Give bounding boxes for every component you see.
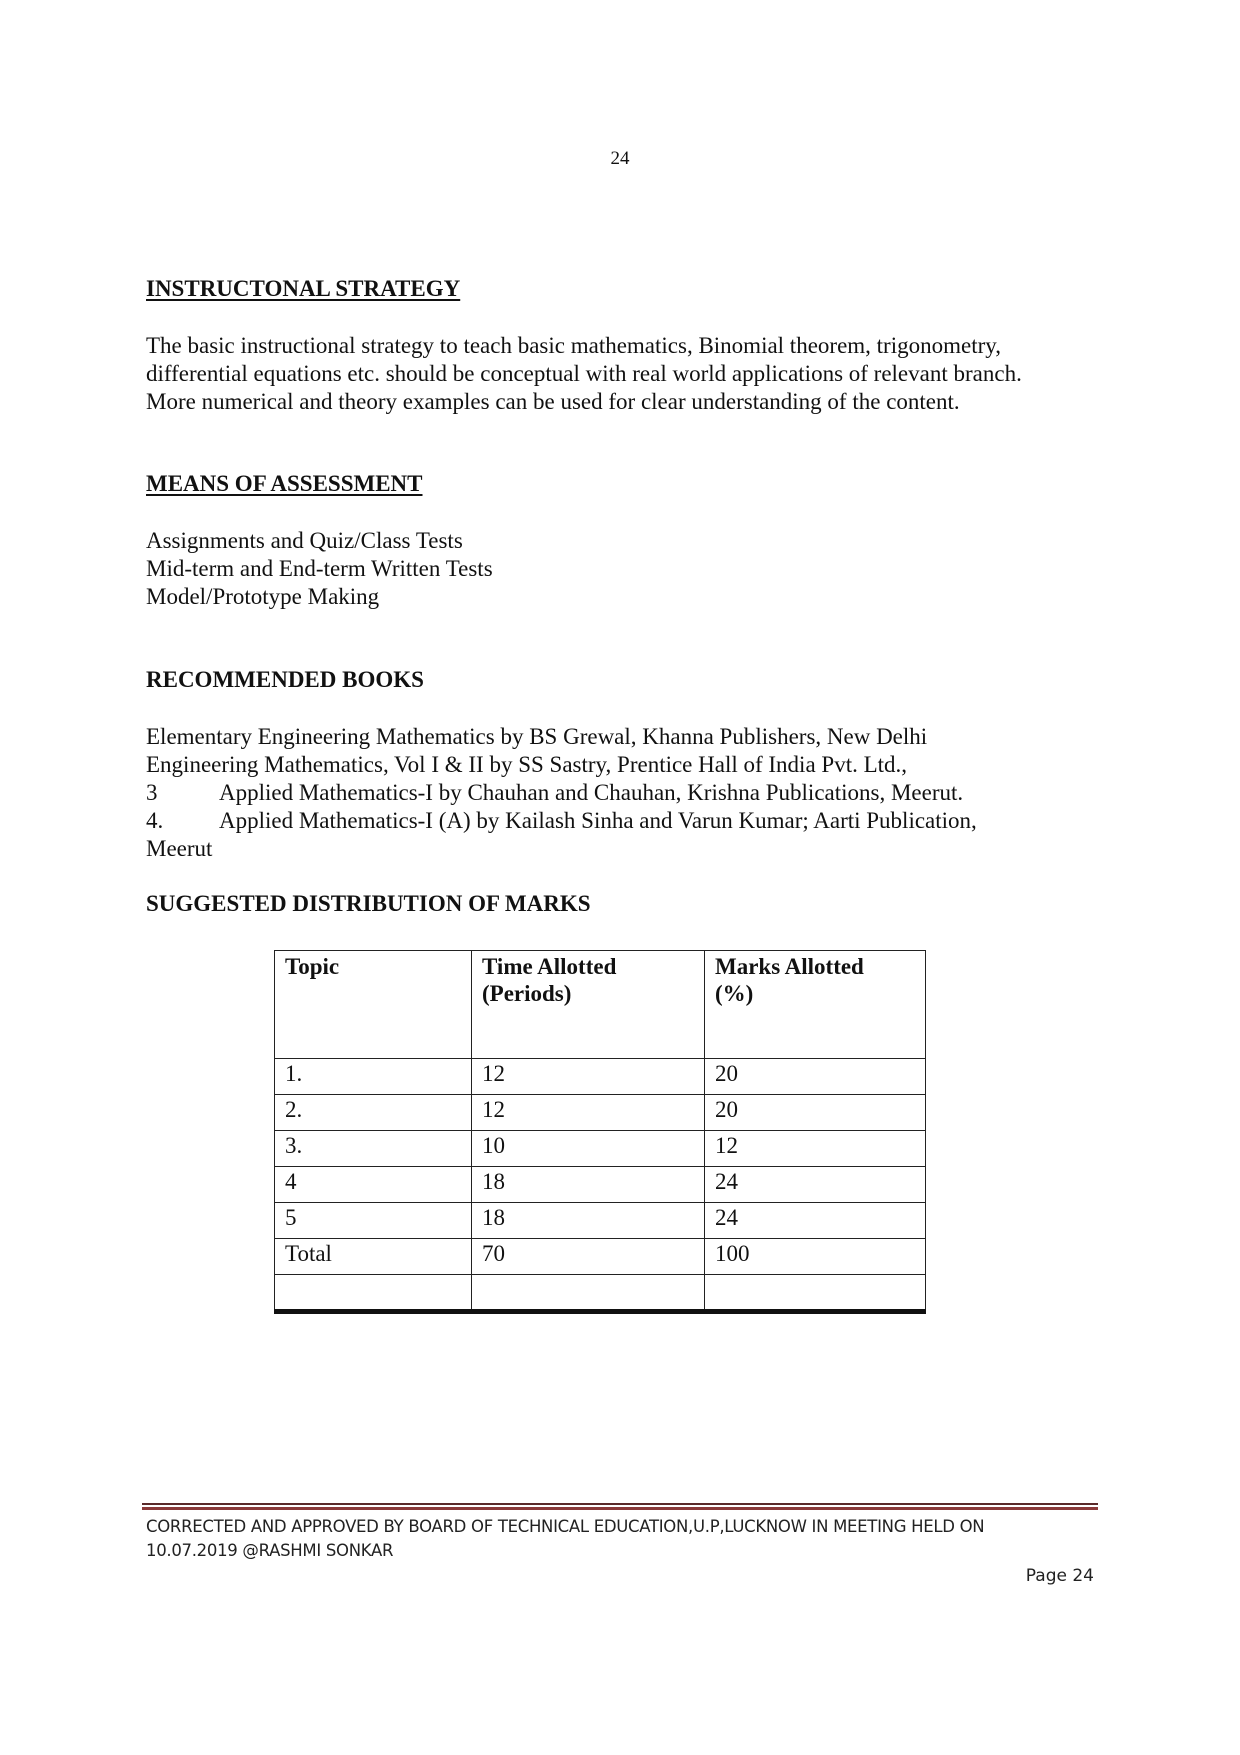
book-item: Elementary Engineering Mathematics by BS Grewal, Khanna Publishers, New Delhi: [146, 724, 928, 749]
book-number: 4.: [146, 808, 164, 833]
footer-divider: [142, 1503, 1098, 1510]
cell-time: 70: [472, 1239, 705, 1275]
header-time-allotted: [472, 951, 705, 1059]
cell-time: 18: [472, 1203, 705, 1239]
table-row: [275, 1203, 926, 1239]
cell-topic: 2.: [275, 1095, 472, 1131]
assessment-item: Assignments and Quiz/Class Tests: [146, 528, 463, 553]
table-row-total: [275, 1239, 926, 1275]
cell-marks: 20: [705, 1095, 926, 1131]
cell-empty: [472, 1275, 705, 1312]
book-number: 3: [146, 780, 158, 805]
instructional-strategy-heading: INSTRUCTONAL STRATEGY: [146, 276, 461, 301]
book-item: Engineering Mathematics, Vol I & II by SS Sastry, Prentice Hall of India Pvt. Ltd.,: [146, 752, 908, 777]
footer-line: 10.07.2019 @RASHMI SONKAR: [146, 1541, 394, 1560]
cell-time: 10: [472, 1131, 705, 1167]
footer-page-number: Page 24: [1025, 1566, 1094, 1586]
footer-approval-note: [146, 1515, 1106, 1563]
paragraph-line: More numerical and theory examples can be used for clear understanding of the content.: [146, 389, 960, 414]
book-item-continuation: Meerut: [146, 836, 213, 861]
footer-line: CORRECTED AND APPROVED BY BOARD OF TECHNICAL EDUCATION,U.P,LUCKNOW IN MEETING HELD ON: [146, 1517, 985, 1536]
cell-empty: [275, 1275, 472, 1312]
header-time-line2: (Periods): [482, 981, 572, 1006]
book-text: Applied Mathematics-I by Chauhan and Chauhan, Krishna Publications, Meerut.: [219, 780, 964, 805]
paragraph-line: differential equations etc. should be conceptual with real world applications of relevant branch.: [146, 361, 1022, 386]
header-marks-line1: Marks Allotted: [715, 954, 864, 979]
assessment-list: [146, 527, 1106, 611]
cell-topic: 1.: [275, 1059, 472, 1095]
cell-topic: 4: [275, 1167, 472, 1203]
cell-marks: 24: [705, 1167, 926, 1203]
table-row: [275, 1167, 926, 1203]
cell-time: 12: [472, 1095, 705, 1131]
header-marks-line2: (%): [715, 981, 754, 1006]
cell-marks: 24: [705, 1203, 926, 1239]
cell-topic: Total: [275, 1239, 472, 1275]
book-item: [146, 807, 1106, 835]
cell-marks: 20: [705, 1059, 926, 1095]
cell-topic: 3.: [275, 1131, 472, 1167]
assessment-item: Model/Prototype Making: [146, 584, 380, 609]
cell-topic: 5: [275, 1203, 472, 1239]
paragraph-line: The basic instructional strategy to teach basic mathematics, Binomial theorem, trigonometry,: [146, 333, 1002, 358]
cell-time: 12: [472, 1059, 705, 1095]
table-header-row: [275, 951, 926, 1059]
means-of-assessment-heading: MEANS OF ASSESSMENT: [146, 471, 423, 496]
book-text: Applied Mathematics-I (A) by Kailash Sinha and Varun Kumar; Aarti Publication,: [219, 808, 977, 833]
table-row: [275, 1095, 926, 1131]
header-topic: Topic: [275, 951, 472, 1059]
cell-empty: [705, 1275, 926, 1312]
header-marks-allotted: [705, 951, 926, 1059]
book-item: [146, 779, 1106, 807]
distribution-of-marks-heading: SUGGESTED DISTRIBUTION OF MARKS: [146, 891, 591, 916]
instructional-strategy-paragraph: [146, 332, 1106, 416]
marks-table: [274, 950, 926, 1314]
recommended-books-heading: RECOMMENDED BOOKS: [146, 667, 424, 692]
table-row: [275, 1131, 926, 1167]
cell-marks: 12: [705, 1131, 926, 1167]
table-row-empty: [275, 1275, 926, 1312]
assessment-item: Mid-term and End-term Written Tests: [146, 556, 493, 581]
header-time-line1: Time Allotted: [482, 954, 617, 979]
books-list: [146, 723, 1106, 863]
page-number-top: 24: [610, 148, 630, 169]
cell-time: 18: [472, 1167, 705, 1203]
table-row: [275, 1059, 926, 1095]
cell-marks: 100: [705, 1239, 926, 1275]
